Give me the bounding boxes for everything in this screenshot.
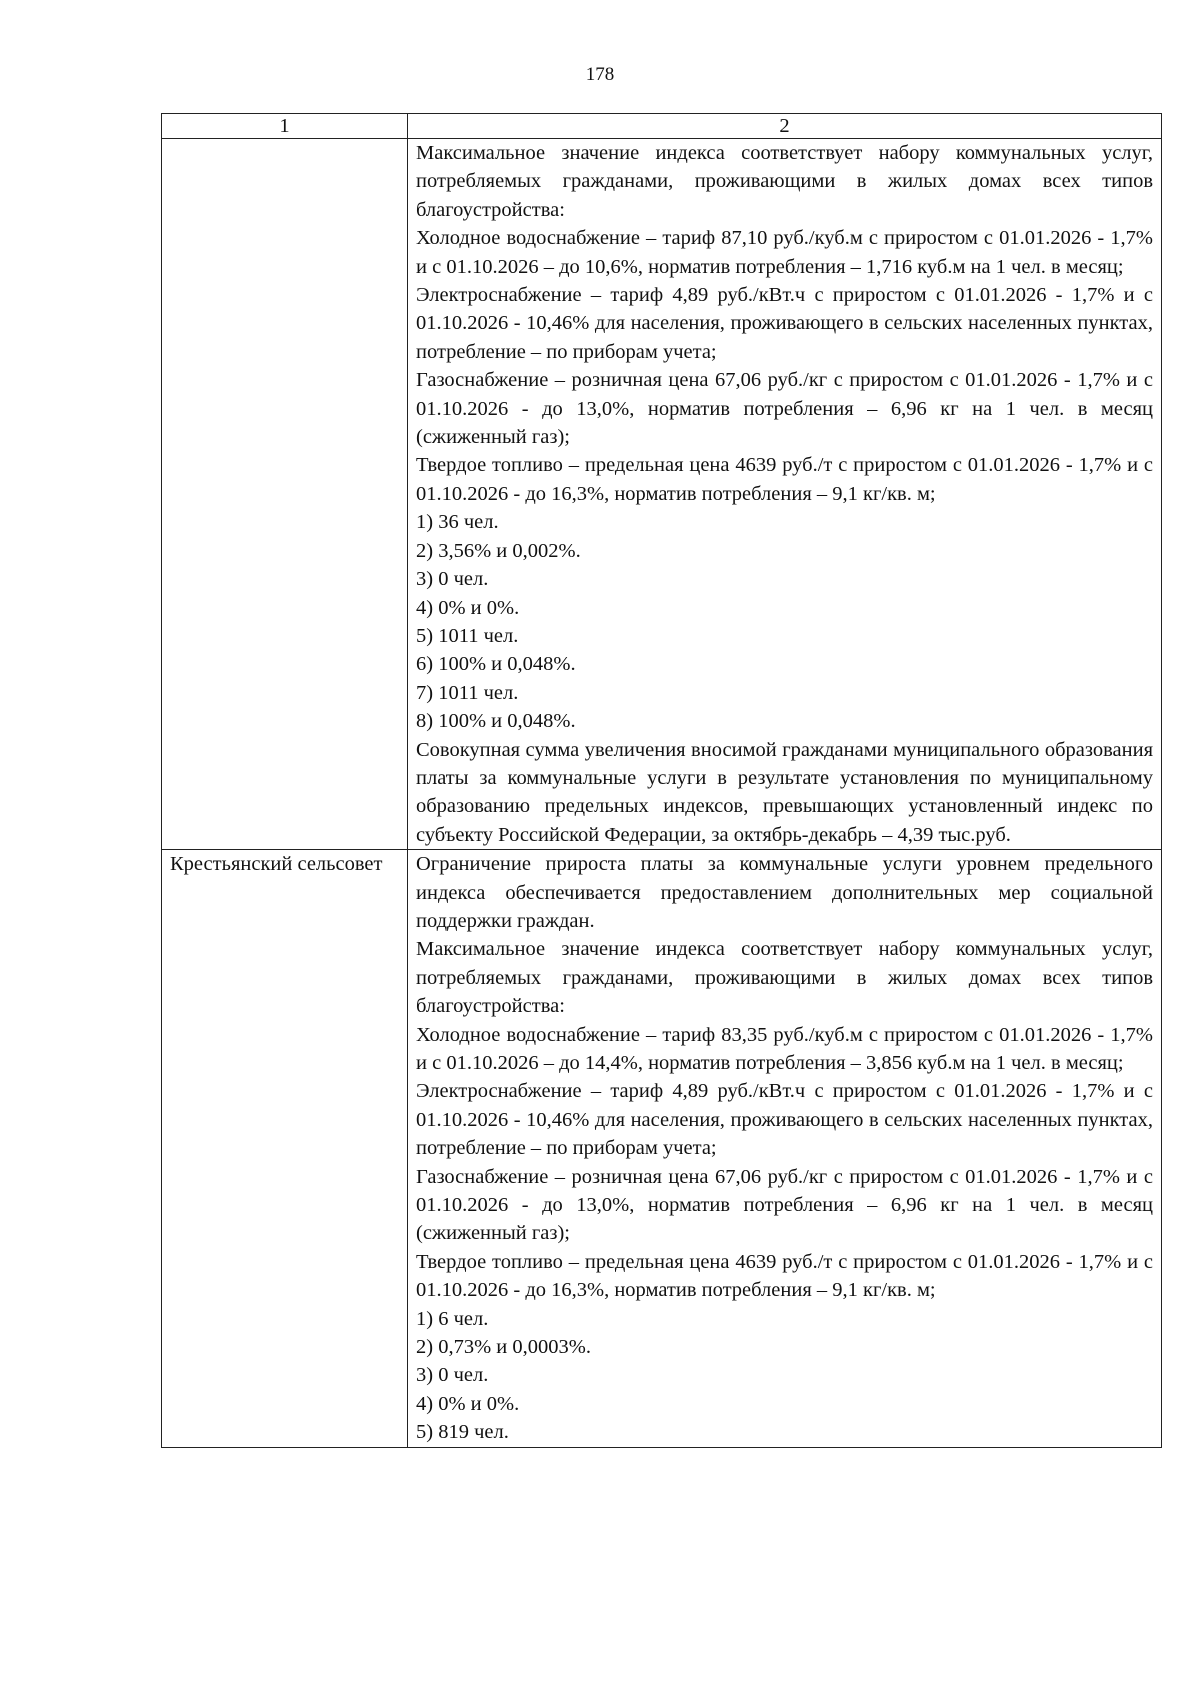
row1-paragraph: Холодное водоснабжение – тариф 87,10 руб./куб.м с приростом с 01.01.2026 - 1,7% и с 01.10.2026 – до 10,6%, норматив потребления – 1,716 куб.м на 1 чел. в месяц; bbox=[416, 227, 1153, 278]
row2-item: 3) 0 чел. bbox=[416, 1364, 489, 1387]
header-col1: 1 bbox=[162, 114, 408, 139]
row1-municipality bbox=[162, 139, 408, 850]
row2-paragraph: Ограничение прироста платы за коммунальные услуги уровнем предельного индекса обеспечивается предоставлением дополнительных мер социальной поддержки граждан. bbox=[416, 853, 1153, 932]
row2-paragraph: Твердое топливо – предельная цена 4639 руб./т с приростом с 01.01.2026 - 1,7% и с 01.10.2026 - до 16,3%, норматив потребления – 9,1 кг/кв. м; bbox=[416, 1250, 1153, 1302]
row2-paragraph: Электроснабжение – тариф 4,89 руб./кВт.ч с приростом с 01.01.2026 - 1,7% и с 01.10.2026 - 10,46% для населения, проживающего в сельских населенных пунктах, потребление – по приборам учета; bbox=[416, 1080, 1153, 1160]
header-col2: 2 bbox=[408, 114, 1162, 139]
row1-item: 8) 100% и 0,048%. bbox=[416, 710, 576, 733]
row1-item: 5) 1011 чел. bbox=[416, 624, 519, 647]
row1-item: 7) 1011 чел. bbox=[416, 681, 519, 704]
row1-paragraph: Совокупная сумма увеличения вносимой гражданами муниципального образования платы за коммунальные услуги в результате установления по муниципальному образованию предельных индексов, превышающих установленный индекс по субъекту Российской Федерации, за октябрь-декабрь – 4,39 тыс.руб. bbox=[416, 738, 1153, 846]
row2-paragraph: Холодное водоснабжение – тариф 83,35 руб./куб.м с приростом с 01.01.2026 - 1,7% и с 01.10.2026 – до 14,4%, норматив потребления – 3,856 куб.м на 1 чел. в месяц; bbox=[416, 1023, 1153, 1074]
row1-paragraph: Газоснабжение – розничная цена 67,06 руб./кг с приростом с 01.01.2026 - 1,7% и с 01.10.2026 - до 13,0%, норматив потребления – 6,96 кг на 1 чел. в месяц (сжиженный газ); bbox=[416, 369, 1153, 449]
table-row bbox=[162, 850, 1162, 1448]
page-number: 178 bbox=[585, 64, 615, 85]
row1-item: 6) 100% и 0,048%. bbox=[416, 653, 576, 676]
row1-paragraph: Электроснабжение – тариф 4,89 руб./кВт.ч с приростом с 01.01.2026 - 1,7% и с 01.10.2026 - 10,46% для населения, проживающего в сельских населенных пунктах, потребление – по приборам учета; bbox=[416, 284, 1153, 363]
table-row bbox=[162, 139, 1162, 850]
row2-item: 4) 0% и 0%. bbox=[416, 1392, 520, 1415]
row1-description bbox=[408, 139, 1162, 850]
row1-paragraph: Твердое топливо – предельная цена 4639 руб./т с приростом с 01.01.2026 - 1,7% и с 01.10.2026 - до 16,3%, норматив потребления – 9,1 кг/кв. м; bbox=[416, 454, 1153, 505]
row2-municipality: Крестьянский сельсовет bbox=[162, 850, 408, 1448]
row1-item: 4) 0% и 0%. bbox=[416, 596, 520, 619]
row1-item: 1) 36 чел. bbox=[416, 511, 499, 534]
row1-paragraph: Максимальное значение индекса соответствует набору коммунальных услуг, потребляемых гражданами, проживающими в жилых домах всех типов благоустройства: bbox=[416, 142, 1153, 221]
row2-item: 1) 6 чел. bbox=[416, 1307, 489, 1330]
row1-item: 3) 0 чел. bbox=[416, 568, 489, 591]
row2-item: 5) 819 чел. bbox=[416, 1421, 509, 1444]
row1-item: 2) 3,56% и 0,002%. bbox=[416, 539, 581, 562]
row2-paragraph: Газоснабжение – розничная цена 67,06 руб./кг с приростом с 01.01.2026 - 1,7% и с 01.10.2026 - до 13,0%, норматив потребления – 6,96 кг на 1 чел. в месяц (сжиженный газ); bbox=[416, 1165, 1153, 1245]
row2-description bbox=[408, 850, 1162, 1448]
table-header-row bbox=[162, 114, 1162, 139]
document-table bbox=[161, 113, 1162, 1448]
row2-item: 2) 0,73% и 0,0003%. bbox=[416, 1336, 591, 1359]
row2-paragraph: Максимальное значение индекса соответствует набору коммунальных услуг, потребляемых гражданами, проживающими в жилых домах всех типов благоустройства: bbox=[416, 938, 1153, 1018]
